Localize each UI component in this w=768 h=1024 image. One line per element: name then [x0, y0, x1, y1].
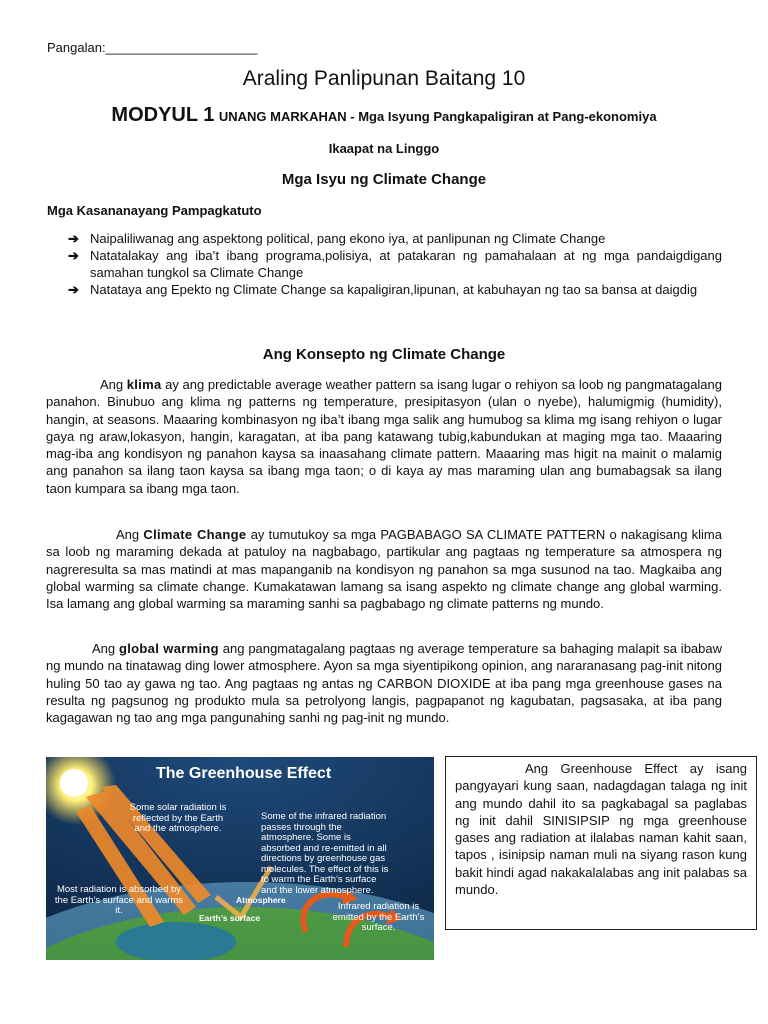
list-item	[68, 281, 722, 298]
arrow-icon: ➔	[68, 231, 79, 246]
key-term: Climate Change	[143, 527, 247, 542]
atmosphere-label: Atmosphere	[236, 895, 286, 905]
key-term: klima	[126, 377, 162, 392]
greenhouse-definition-box	[445, 756, 757, 930]
list-item	[68, 247, 722, 281]
competency-text: Natataya ang Epekto ng Climate Change sa kapaligiran,lipunan, at kabuhayan ng tao sa bansa at daigdig	[90, 282, 698, 297]
competencies-heading: Mga Kasananayang Pampagkatuto	[47, 203, 262, 218]
competency-text: Natatalakay ang iba’t ibang programa,polisiya, at patakaran ng pamahalaan at ng mga pandaigdigang samahan tungkol sa Climate Change	[90, 248, 722, 280]
figure-caption: Some solar radiation is reflected by the Earth and the atmosphere.	[129, 802, 227, 834]
paragraph-lead: Ang	[100, 377, 127, 392]
key-term: global warming	[119, 641, 219, 656]
figure-caption: Most radiation is absorbed by the Earth’s surface and warms it.	[54, 884, 184, 916]
week-label: Ikaapat na Linggo	[328, 141, 440, 156]
concept-heading: Ang Konsepto ng Climate Change	[262, 346, 506, 363]
page-title: Araling Panlipunan Baitang 10	[242, 67, 526, 90]
arrow-icon: ➔	[68, 248, 79, 263]
module-heading	[0, 104, 768, 127]
greenhouse-effect-figure	[46, 757, 434, 960]
figure-caption: Some of the infrared radiation passes through the atmosphere. Some is absorbed and re-emitted in all directions by greenhouse gas molecules. The effect of this is to warm the Earth’s surface and the lower atmosphere.	[261, 811, 389, 896]
module-quarter: UNANG MARKAHAN - Mga Isyung Pangkapaligiran at Pang-ekonomiya	[218, 109, 657, 124]
paragraph-body: ay ang predictable average weather pattern sa isang lugar o rehiyon sa loob ng pangmatagalang panahon. Binubuo ang klima ng patterns ng temperature, presipitasyon (ulan o nyebe), halumigmig (humidity), hangin, at seasons. Maaaring kombinasyon ng iba’t ibang mga salik ang humubog sa klima mg isang rehiyon o lugar gaya ng araw,lokasyon, hangin, karagatan, at iba pang katawang tubig,kabundukan at maging mga tao. Maaaring mag-iba ang kondisyon ng panahon kaysa sa inaasahang climate pattern. Maaaring mas higit na mainit o malamig ang panahon sa ilang taon kaysa sa ibang mga taon; o di kaya ay mas maraming ulan ang bumabagsak sa ilang taon kumpara sa ibang mga taon.	[46, 377, 723, 496]
greenhouse-definition-text: Ang Greenhouse Effect ay isang pangyayari kung saan, nadagdagan talaga ng init ang mundo dahil ito sa pagkabagal sa paglabas ng init dahil SINISIPSIP ng mga greenhouse gases ang radiation at ilalabas naman kahit saan, tapos , isinipsip naman muli na siyang rason kung bakit hindi agad nakakalalabas ang init palabas sa mundo.	[455, 761, 747, 898]
module-number: MODYUL 1	[111, 104, 215, 126]
paragraph-climate-change	[46, 526, 722, 612]
arrow-icon: ➔	[68, 282, 79, 297]
name-field[interactable]	[47, 40, 257, 55]
sun-core	[60, 769, 88, 797]
competency-text: Naipaliliwanag ang aspektong political, pang ekono iya, at panlipunan ng Climate Change	[90, 231, 606, 246]
list-item	[68, 230, 722, 247]
paragraph-klima	[46, 376, 722, 497]
name-label: Pangalan:	[47, 40, 106, 55]
figure-caption: Infrared radiation is emitted by the Earth’s surface.	[332, 901, 425, 933]
paragraph-body: ay tumutukoy sa mga PAGBABAGO SA CLIMATE PATTERN o nakagisang klima sa loob ng maraming dekada at patuloy na nagbabago, partikular ang pagtaas ng temperature sa atmospera ng nagreresulta sa mas matindi at mas mapanganib na kondisyon ng panahon sa mga susunod na tao. Magkaiba ang global warming sa climate change. Kumakatawan lamang sa isang aspekto ng climate change ang global warming. Isa lamang ang global warming sa maraming sanhi sa pagbabago ng climate patterns ng mundo.	[46, 527, 722, 612]
paragraph-global-warming	[46, 640, 722, 726]
paragraph-lead: Ang	[92, 641, 120, 656]
paragraph-lead: Ang	[116, 527, 144, 542]
name-blank[interactable]: _____________________	[105, 40, 258, 55]
earth-surface-label: Earth’s surface	[199, 913, 261, 923]
figure-title: The Greenhouse Effect	[156, 765, 332, 782]
paragraph-body: ang pangmatagalang pagtaas ng average temperature sa bahaging malapit sa ibabaw ng mundo na tinatawag ding lower atmosphere. Ayon sa mga siyentipikong opinion, ang nararanasang pag-init nitong huling 50 tao ay gawa ng tao. Ang pagtaas ng antas ng CARBON DIOXIDE at iba pang mga greenhouse gases na resulta ng pagsunog ng produkto mula sa petrolyong langis, pagpapanot ng kagubatan, pagsasaka, at iba pang kagagawan ng tao ang mga pangunahing sanhi ng pag-init ng mundo.	[46, 641, 723, 726]
lesson-title: Mga Isyu ng Climate Change	[281, 171, 487, 188]
competencies-list	[68, 230, 722, 298]
